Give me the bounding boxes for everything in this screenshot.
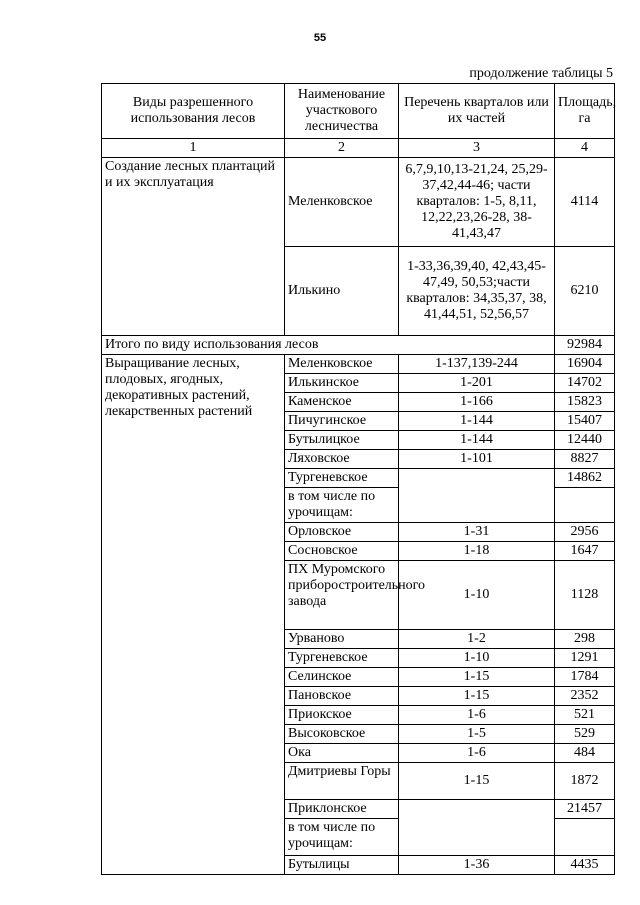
tract-name: Урваново: [285, 630, 399, 649]
quarters-cell: 6,7,9,10,13-21,24, 25,29-37,42,44-46; части кварталов: 1-5, 8,11, 12,22,23,26-28, 38-41,43,47: [399, 158, 555, 247]
column-number: 3: [399, 139, 555, 158]
quarters-cell: 1-2: [399, 630, 555, 649]
quarters-cell: [399, 800, 555, 856]
tract-name: Селинское: [285, 668, 399, 687]
tract-name: Пановское: [285, 687, 399, 706]
quarters-cell: 1-137,139-244: [399, 355, 555, 374]
subheading-label: в том числе по урочищам:: [285, 819, 399, 856]
quarters-cell: [399, 469, 555, 523]
area-cell: 1647: [555, 542, 615, 561]
total-row: [102, 336, 615, 355]
quarters-cell: 1-101: [399, 450, 555, 469]
area-cell: 8827: [555, 450, 615, 469]
table-row: [102, 158, 615, 247]
area-cell: 1784: [555, 668, 615, 687]
tract-name: Ока: [285, 744, 399, 763]
tract-name: Высоковское: [285, 725, 399, 744]
area-cell: 21457: [555, 800, 615, 819]
total-label: Итого по виду использования лесов: [102, 336, 555, 355]
forestry-name: Бутылицкое: [285, 431, 399, 450]
area-cell: 6210: [555, 247, 615, 336]
area-cell: 15407: [555, 412, 615, 431]
area-cell: 4435: [555, 856, 615, 875]
forest-use-table: [101, 83, 615, 875]
total-area: 92984: [555, 336, 615, 355]
forestry-name: Меленковское: [285, 355, 399, 374]
forestry-name: Меленковское: [285, 158, 399, 247]
header-use-type: Виды разрешенного использования лесов: [102, 84, 285, 139]
quarters-cell: 1-5: [399, 725, 555, 744]
forestry-name: Илькинское: [285, 374, 399, 393]
area-cell: 2352: [555, 687, 615, 706]
area-cell: 14702: [555, 374, 615, 393]
area-cell: 16904: [555, 355, 615, 374]
column-number: 2: [285, 139, 399, 158]
tract-name: Приокское: [285, 706, 399, 725]
tract-name: Бутылицы: [285, 856, 399, 875]
use-type-cell: Выращивание лесных, плодовых, ягодных, декоративных растений, лекарственных растений: [102, 355, 285, 875]
column-number: 1: [102, 139, 285, 158]
table-continuation-label: продолжение таблицы 5: [469, 66, 613, 81]
area-cell: 1872: [555, 763, 615, 800]
area-cell: 521: [555, 706, 615, 725]
forestry-name: Илькино: [285, 247, 399, 336]
quarters-cell: 1-15: [399, 668, 555, 687]
area-cell: 484: [555, 744, 615, 763]
quarters-cell: 1-33,36,39,40, 42,43,45-47,49, 50,53;части кварталов: 34,35,37, 38, 41,44,51, 52,56,57: [399, 247, 555, 336]
header-area: Площадь, га: [555, 84, 615, 139]
header-quarters: Перечень кварталов или их частей: [399, 84, 555, 139]
forestry-name: Пичугинское: [285, 412, 399, 431]
quarters-cell: 1-144: [399, 431, 555, 450]
header-row: [102, 84, 615, 139]
forestry-name: Тургеневское: [285, 469, 399, 488]
area-cell: 1128: [555, 561, 615, 630]
quarters-cell: 1-201: [399, 374, 555, 393]
tract-name: ПХ Муромского приборостроительного завода: [285, 561, 399, 630]
quarters-cell: 1-15: [399, 687, 555, 706]
table-row: [102, 355, 615, 374]
quarters-cell: 1-6: [399, 706, 555, 725]
tract-name: Сосновское: [285, 542, 399, 561]
forestry-name: Ляховское: [285, 450, 399, 469]
area-cell: 4114: [555, 158, 615, 247]
column-number: 4: [555, 139, 615, 158]
quarters-cell: 1-144: [399, 412, 555, 431]
subheading-label: в том числе по урочищам:: [285, 488, 399, 523]
quarters-cell: 1-6: [399, 744, 555, 763]
quarters-cell: 1-36: [399, 856, 555, 875]
tract-name: Дмитриевы Горы: [285, 763, 399, 800]
forestry-name: Каменское: [285, 393, 399, 412]
area-cell: 1291: [555, 649, 615, 668]
area-cell: 298: [555, 630, 615, 649]
tract-name: Тургеневское: [285, 649, 399, 668]
forestry-name: Приклонское: [285, 800, 399, 819]
area-cell: 2956: [555, 523, 615, 542]
quarters-cell: 1-31: [399, 523, 555, 542]
use-type-cell: Создание лесных плантаций и их эксплуатация: [102, 158, 285, 336]
area-cell: [555, 819, 615, 856]
quarters-cell: 1-10: [399, 561, 555, 630]
area-cell: 529: [555, 725, 615, 744]
quarters-cell: 1-10: [399, 649, 555, 668]
tract-name: Орловское: [285, 523, 399, 542]
quarters-cell: 1-166: [399, 393, 555, 412]
quarters-cell: 1-15: [399, 763, 555, 800]
area-cell: 14862: [555, 469, 615, 488]
page-number: 55: [313, 32, 327, 44]
quarters-cell: 1-18: [399, 542, 555, 561]
column-number-row: [102, 139, 615, 158]
header-forestry-name: Наименование участкового лесничества: [285, 84, 399, 139]
area-cell: 12440: [555, 431, 615, 450]
area-cell: [555, 488, 615, 523]
area-cell: 15823: [555, 393, 615, 412]
